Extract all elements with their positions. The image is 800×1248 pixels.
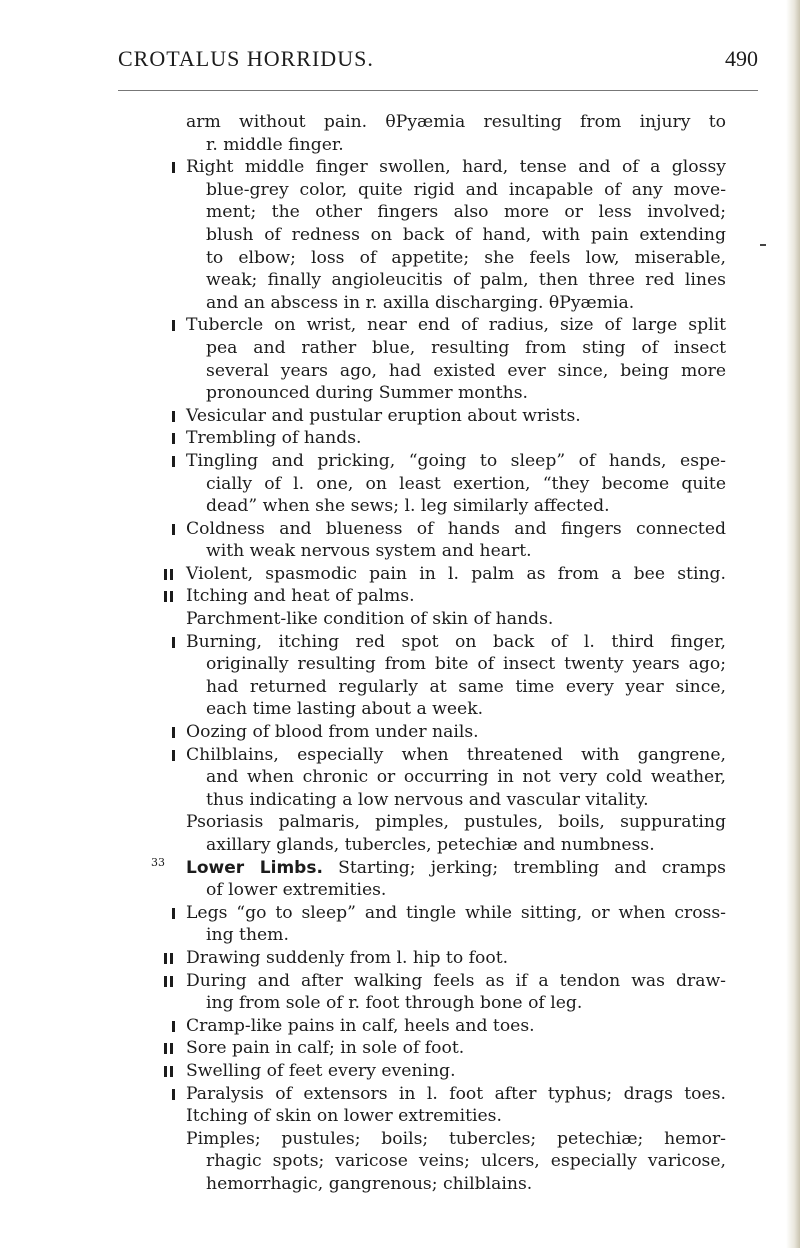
- text-line: [186, 766, 726, 789]
- text-line: [186, 337, 726, 360]
- text-line: [186, 744, 726, 767]
- text-line: [186, 879, 726, 902]
- line-text: pea and rather blue, resulting from sting of insect: [206, 337, 726, 358]
- text-line: [186, 1037, 726, 1060]
- single-bar-marker-icon: [172, 433, 175, 456]
- line-text: Cramp-like pains in calf, heels and toes.: [186, 1015, 535, 1036]
- line-text: rhagic spots; varicose veins; ulcers, especially varicose,: [206, 1151, 726, 1172]
- text-line: [186, 405, 726, 428]
- single-bar-marker-icon: [172, 1021, 175, 1044]
- text-line: [186, 1015, 726, 1038]
- line-text: Violent, spasmodic pain in l. palm as from a bee sting.: [186, 563, 726, 584]
- line-text: to elbow; loss of appetite; she feels low, miserable,: [206, 247, 726, 268]
- line-text: Starting; jerking; trembling and cramps: [338, 857, 726, 878]
- text-line: [186, 947, 726, 970]
- double-bar-marker-icon: [164, 591, 173, 614]
- text-line: [186, 721, 726, 744]
- text-line: [186, 970, 726, 993]
- single-bar-marker-icon: [172, 750, 175, 773]
- text-line: [186, 540, 726, 563]
- text-line: [186, 156, 726, 179]
- text-line: [186, 834, 726, 857]
- line-text: Vesicular and pustular eruption about wrists.: [186, 405, 581, 426]
- line-text: Paralysis of extensors in l. foot after typhus; drags toes.: [186, 1083, 726, 1104]
- header-rule: [118, 90, 758, 91]
- text-line: [186, 292, 726, 315]
- text-line: [186, 269, 726, 292]
- line-text: several years ago, had existed ever since, being more: [206, 360, 726, 381]
- line-text: Psoriasis palmaris, pimples, pustules, boils, suppurating: [186, 812, 726, 833]
- text-line: [186, 676, 726, 699]
- text-line: [186, 382, 726, 405]
- text-line: [186, 1128, 726, 1151]
- text-line: [186, 992, 726, 1015]
- line-text: had returned regularly at same time every year since,: [206, 676, 726, 697]
- text-line: [186, 179, 726, 202]
- line-text: Right middle finger swollen, hard, tense and of a glossy: [186, 157, 726, 178]
- single-bar-marker-icon: [172, 727, 175, 750]
- text-line: [186, 1105, 726, 1128]
- line-text: ing them.: [206, 925, 289, 946]
- line-text: r. middle finger.: [206, 134, 344, 155]
- line-text: ment; the other fingers also more or less involved;: [206, 202, 726, 223]
- double-bar-marker-icon: [164, 976, 173, 999]
- page-edge: [786, 0, 800, 1248]
- text-line: [186, 495, 726, 518]
- line-text: Trembling of hands.: [186, 428, 362, 449]
- line-text: pronounced during Summer months.: [206, 383, 528, 404]
- line-text: Burning, itching red spot on back of l. third finger,: [186, 631, 726, 652]
- line-text: arm without pain. θPyæmia resulting from injury to: [186, 112, 726, 132]
- text-line: [186, 224, 726, 247]
- text-line: [186, 1150, 726, 1173]
- line-text: Pimples; pustules; boils; tubercles; petechiæ; hemor-: [186, 1128, 726, 1149]
- page-number: 490: [725, 46, 758, 71]
- text-line: [186, 811, 726, 834]
- line-text: During and after walking feels as if a tendon was draw-: [186, 970, 726, 991]
- text-line: [186, 902, 726, 925]
- single-bar-marker-icon: [172, 524, 175, 547]
- body-text: [151, 111, 726, 1196]
- line-text: Chilblains, especially when threatened with gangrene,: [186, 744, 726, 765]
- line-text: blush of redness on back of hand, with pain extending: [206, 224, 726, 245]
- text-line: [186, 247, 726, 270]
- line-text: Oozing of blood from under nails.: [186, 722, 479, 743]
- line-text: blue-grey color, quite rigid and incapable of any move-: [206, 179, 726, 200]
- text-line: [186, 360, 726, 383]
- line-text: of lower extremities.: [206, 880, 387, 901]
- line-text: dead” when she sews; l. leg similarly affected.: [206, 496, 610, 517]
- line-text: thus indicating a low nervous and vascular vitality.: [206, 789, 649, 810]
- line-text: cially of l. one, on least exertion, “they become quite: [206, 473, 726, 494]
- line-text: each time lasting about a week.: [206, 699, 484, 720]
- text-line: [186, 1083, 726, 1106]
- text-line: [186, 924, 726, 947]
- line-text: and when chronic or occurring in not very cold weather,: [206, 767, 726, 788]
- line-text: originally resulting from bite of insect twenty years ago;: [206, 654, 726, 675]
- text-line: [186, 134, 726, 157]
- line-text: Coldness and blueness of hands and fingers connected: [186, 518, 726, 539]
- text-line: [151, 855, 726, 880]
- text-line: [186, 585, 726, 608]
- line-text: Swelling of feet every evening.: [186, 1060, 456, 1081]
- section-number: 33: [151, 855, 165, 869]
- line-text: hemorrhagic, gangrenous; chilblains.: [206, 1173, 533, 1194]
- text-line: [186, 563, 726, 586]
- text-line: [186, 631, 726, 654]
- single-bar-marker-icon: [172, 162, 175, 185]
- line-text: Itching and heat of palms.: [186, 586, 415, 607]
- line-text: ing from sole of r. foot through bone of leg.: [206, 993, 583, 1014]
- single-bar-marker-icon: [172, 411, 175, 434]
- section-heading: Lower Limbs.: [186, 857, 323, 878]
- double-bar-marker-icon: [164, 1066, 173, 1089]
- double-bar-marker-icon: [164, 953, 173, 976]
- line-text: Sore pain in calf; in sole of foot.: [186, 1038, 465, 1059]
- text-line: [186, 698, 726, 721]
- line-text: axillary glands, tubercles, petechiæ and numbness.: [206, 835, 655, 855]
- text-line: [186, 427, 726, 450]
- line-text: Tingling and pricking, “going to sleep” of hands, espe-: [186, 450, 726, 471]
- single-bar-marker-icon: [172, 637, 175, 660]
- text-line: [186, 1173, 726, 1196]
- text-line: [186, 653, 726, 676]
- single-bar-marker-icon: [172, 320, 175, 343]
- single-bar-marker-icon: [172, 908, 175, 931]
- text-line: [186, 1060, 726, 1083]
- text-line: [186, 450, 726, 473]
- line-text: Legs “go to sleep” and tingle while sitting, or when cross-: [186, 902, 726, 923]
- line-text: with weak nervous system and heart.: [206, 541, 532, 562]
- line-text: and an abscess in r. axilla discharging. θPyæmia.: [206, 292, 635, 313]
- line-text: Itching of skin on lower extremities.: [186, 1106, 502, 1127]
- text-line: [186, 518, 726, 541]
- text-line: [186, 314, 726, 337]
- page-title: CROTALUS HORRIDUS.: [118, 46, 374, 71]
- line-text: weak; finally angioleucitis of palm, then three red lines: [206, 270, 726, 291]
- text-line: [186, 789, 726, 812]
- line-text: Parchment-like condition of skin of hands.: [186, 609, 554, 630]
- text-line: [186, 201, 726, 224]
- single-bar-marker-icon: [172, 456, 175, 479]
- running-header: [118, 46, 758, 96]
- single-bar-marker-icon: [172, 1089, 175, 1112]
- double-bar-marker-icon: [164, 569, 173, 592]
- line-text: Tubercle on wrist, near end of radius, size of large split: [186, 315, 726, 336]
- text-line: [186, 111, 726, 134]
- margin-mark: [760, 244, 766, 246]
- double-bar-marker-icon: [164, 1043, 173, 1066]
- line-text: Drawing suddenly from l. hip to foot.: [186, 947, 509, 968]
- text-line: [186, 473, 726, 496]
- text-line: [186, 608, 726, 631]
